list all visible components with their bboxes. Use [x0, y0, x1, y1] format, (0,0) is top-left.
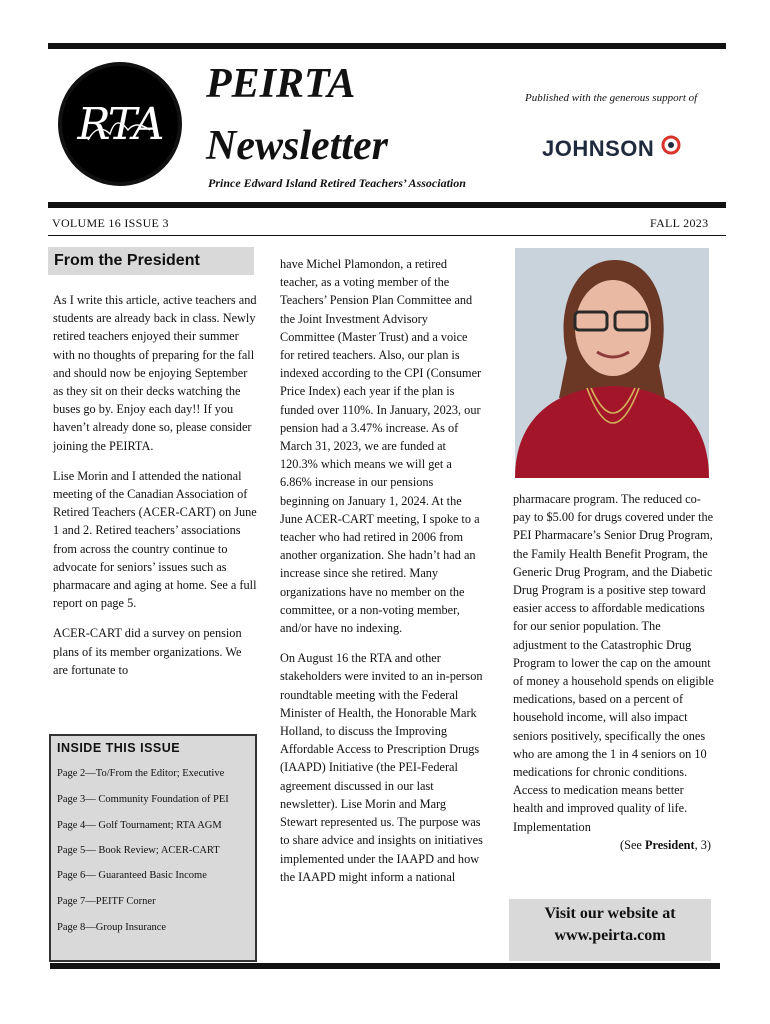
website-box — [509, 899, 711, 961]
volume-issue: VOLUME 16 ISSUE 3 — [52, 216, 169, 230]
president-photo — [515, 248, 709, 478]
meta-rule — [48, 235, 726, 236]
president-paragraph-6: pharmacare program. The reduced co-pay to $5.00 for drugs covered under the PEI Pharmacare’s Senior Drug Program, the Family Health Benefit Program, the Generic Drug Program, and the Diabetic Drug Program is a positive step toward easier access to affordable medications for our senior population. The adjustment to the Catastrophic Drug Program to lower the cap on the amount of money a household spends on eligible medications, based on a percent of household income, will also impact seniors positively, specifically the ones who are among the 1 in 4 seniors on 10 medications for chronic conditions. Access to medication means better health and improved quality of life. Implementation — [513, 492, 714, 834]
inside-item[interactable]: Page 4— Golf Tournament; RTA AGM — [57, 820, 222, 831]
support-text: Published with the generous support of — [525, 92, 698, 104]
johnson-logo — [530, 124, 690, 166]
president-paragraph-3: ACER-CART did a survey on pension plans of its member organizations. We are fortunate to — [53, 626, 242, 677]
season: FALL 2023 — [650, 216, 709, 230]
newsletter-title-line2: Newsletter — [206, 123, 388, 169]
inside-heading: INSIDE THIS ISSUE — [57, 741, 181, 755]
president-heading: From the President — [48, 247, 254, 275]
inside-item[interactable]: Page 7—PEITF Corner — [57, 896, 156, 907]
continued-suffix: , 3) — [694, 837, 711, 852]
sponsor-name: JOHNSON — [542, 136, 655, 161]
continued-prefix: (See — [620, 837, 645, 852]
top-rule — [48, 43, 726, 49]
inside-item[interactable]: Page 3— Community Foundation of PEI — [57, 794, 229, 805]
website-url[interactable]: www.peirta.com — [554, 927, 666, 944]
column-2 — [280, 255, 484, 898]
rta-logo — [58, 62, 182, 186]
president-paragraph-2: Lise Morin and I attended the national meeting of the Canadian Association of Retired Teachers (ACER-CART) on June 1 and 2. Retired teachers’ associations from across the country continue to advocate for seniors’ issues such as pharmacare and aging at home. See a full report on page 5. — [53, 468, 257, 611]
website-line1: Visit our website at — [544, 905, 676, 922]
johnson-swirl-icon — [660, 134, 682, 156]
continued-link[interactable]: President — [644, 837, 695, 852]
column-1 — [53, 291, 259, 691]
column-3 — [513, 490, 715, 854]
header-rule — [48, 202, 726, 208]
continued-note — [513, 836, 715, 854]
newsletter-title-line1: PEIRTA — [206, 61, 356, 107]
president-paragraph-4: have Michel Plamondon, a retired teacher, as a voting member of the Teachers’ Pension Plan Committee and the Joint Investment Advisory Committee (Master Trust) and a voice for retired teachers. Also, our plan is indexed according to the CPI (Consumer Price Index) each year if the plan is funded over 110%. In January, 2023, our pension had a 3.47% increase. As of March 31, 2023, we are funded at 120.3% which means we will get a 6.86% increase in our pensions beginning on January 1, 2024. At the June ACER-CART meeting, I spoke to a teacher who had retired in 2006 from another organization. She hadn’t had an increase since she retired. Many organizations have no member on the committee, or a non-voting member, and/or have no indexing. — [280, 257, 482, 636]
logo-text: RTA — [77, 98, 163, 150]
president-paragraph-1: As I write this article, active teachers and students are already back in class. Newly retired teachers enjoyed their summer with no thoughts of preparing for the fall and should now be enjoying September as they sit on their decks watching the buses go by. Enjoy each day!! If you haven’t already done so, please consider joining the PEIRTA. — [53, 293, 257, 453]
inside-item[interactable]: Page 6— Guaranteed Basic Income — [57, 870, 207, 881]
inside-this-issue-box — [49, 734, 257, 962]
president-paragraph-5: On August 16 the RTA and other stakeholders were invited to an in-person roundtable meeting with the Federal Minister of Health, the Honorable Mark Holland, to discuss the Improving Affordable Access to Prescription Drugs (IAAPD) Initiative (the PEI-Federal agreement discussed in our last newsletter). Lise Morin and Marg Stewart represented us. The purpose was to share advice and insights on initiatives implemented under the IAAPD and how the IAAPD might inform a national — [280, 651, 483, 884]
org-name: Prince Edward Island Retired Teachers’ Association — [208, 176, 466, 190]
inside-item[interactable]: Page 8—Group Insurance — [57, 922, 167, 933]
portrait-image — [515, 248, 709, 478]
inside-item[interactable]: Page 5— Book Review; ACER-CART — [57, 845, 220, 856]
bottom-rule — [50, 963, 720, 969]
inside-item[interactable]: Page 2—To/From the Editor; Executive — [57, 768, 225, 779]
